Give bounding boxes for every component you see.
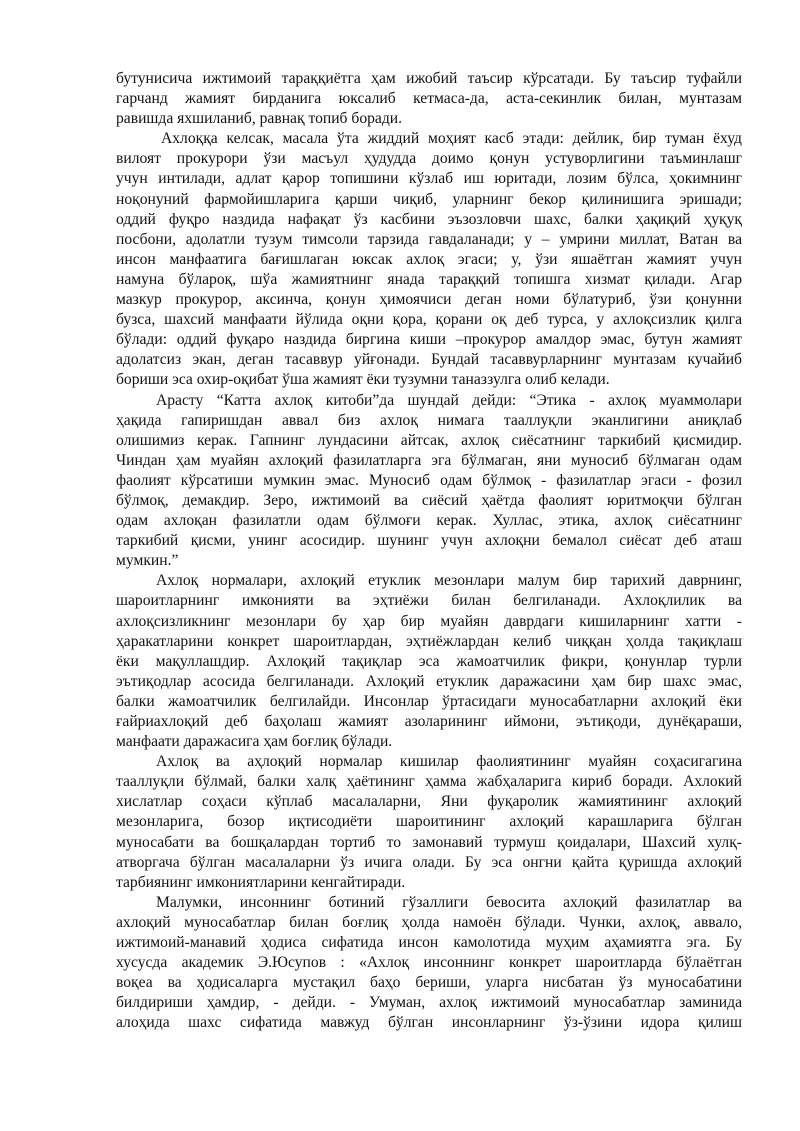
text-line: бўлади: оддий фуқаро наздида биргина киши –прокурор амалдор эмас, бутун жамият: [116, 331, 742, 349]
text-line: Ахлоқ ва аҳлоқий нормалар кишилар фаолиятининг муайян соҳасигагина: [156, 753, 742, 771]
text-line: гарчанд жамият бирданига юксалиб кетмаса-да, аста-секинлик билан, мунтазам: [116, 90, 742, 108]
document-body: [116, 69, 742, 1034]
paragraph: [116, 129, 742, 390]
text-line: тааллуқли бўлмай, балки халқ ҳаётининг ҳамма жабҳаларига кириб боради. Ахлокий: [116, 773, 742, 791]
text-line: олишимиз керак. Гапнинг лундасини айтсак, ахлоқ сиёсатнинг таркибий қисмидир.: [116, 431, 742, 449]
text-line: шароитларнинг имконияти ва эҳтиёжи билан белгиланади. Ахлоқлилик ва: [116, 592, 742, 610]
paragraph: [116, 893, 742, 1034]
text-line: адолатсиз экан, деган тасаввур уйғонади. Бундай тасаввурларнинг мунтазам кучайиб: [116, 351, 742, 369]
text-line: Малумки, инсоннинг ботиний гўзаллиги бевосита ахлоқий фазилатлар ва: [156, 893, 742, 911]
text-line: фаолият кўрсатиши мумкин эмас. Муносиб одам бўлмоқ - фазилатлар эгаси - фозил: [116, 471, 742, 489]
text-line: намуна бўлароқ, шўа жамиятнинг янада тараққий топишга хизмат қилади. Агар: [116, 270, 742, 288]
text-line: бориши эса охир-оқибат ўша жамият ёки тузумни таназзулга олиб келади.: [116, 371, 610, 389]
text-line: ёки мақуллашдир. Ахлоқий тақиқлар эса жамоатчилик фикри, қонунлар турли: [116, 652, 742, 670]
text-line: алоҳида шахс сифатида мавжуд бўлган инсонларнинг ўз-ўзини идора қилиш: [116, 1014, 742, 1032]
text-line: ахлоқий муносабатлар билан боғлиқ ҳолда намоён бўлади. Чунки, ахлоқ, аввало,: [116, 913, 742, 931]
text-line: одам ахлоқан фазилатли одам бўлмоғи керак. Хуллас, этика, ахлоқ сиёсатнинг: [116, 512, 742, 530]
text-line: бутунисича ижтимоий тараққиётга ҳам ижобий таъсир кўрсатади. Бу таъсир туфайли: [116, 70, 742, 87]
text-line: ҳаракатларини конкрет шароитлардан, эҳтиёжлардан келиб чиққан ҳолда тақиқлаш: [116, 632, 742, 650]
text-line: воқеа ва ҳодисаларга мустақил баҳо бериши, уларга нисбатан ўз муносабатини: [116, 974, 742, 992]
text-line: мазкур прокурор, аксинча, қонун ҳимоячиси деган номи бўлатуриб, ўзи қонунни: [116, 291, 742, 309]
paragraph: [116, 391, 742, 572]
text-line: хислатлар соҳаси кўплаб масалаларни, Яни фуқаролик жамиятининг ахлоқий: [116, 793, 742, 811]
text-line: муносабати ва бошқалардан тортиб то замонавий турмуш қоидалари, Шахсий хулқ-: [116, 833, 742, 851]
text-line: учун интилади, адлат қарор топишини кўзлаб иш юритади, лозим бўлса, ҳокимнинг: [116, 170, 742, 188]
text-line: Ахлоқ нормалари, ахлоқий етуклик мезонлари малум бир тарихий даврнинг,: [156, 572, 742, 590]
text-line: оддий фуқро наздида нафақат ўз касбини эъзозловчи шахс, балки ҳақиқий ҳуқуқ: [116, 210, 742, 228]
text-line: мезонларига, бозор иқтисодиёти шароитининг ахлоқий карашларига бўлган: [116, 813, 742, 831]
text-line: хусусда академик Э.Юсупов : «Ахлоқ инсоннинг конкрет шароитларда бўлаётган: [116, 954, 742, 972]
text-line: ахлоқсизликнинг мезонлари бу ҳар бир муайян даврдаги кишиларнинг хатти -: [116, 612, 742, 630]
paragraph: [116, 752, 742, 893]
document-page: [116, 69, 742, 1034]
text-line: мумкин.”: [116, 552, 179, 570]
text-line: Арасту “Катта ахлоқ китоби”да шундай дейди: “Этика - ахлоқ муаммолари: [156, 391, 742, 409]
text-line: бузса, шахсий манфаати йўлида оқни қора, қорани оқ деб турса, у ахлоқсизлик қилга: [116, 311, 742, 329]
text-line: вилоят прокурори ўзи масъул ҳудудда доимо қонун устуворлигини таъминлашг: [116, 150, 742, 168]
text-line: таркибий қисми, унинг асосидир. шунинг учун ахлоқни бемалол сиёсат деб аташ: [116, 532, 742, 550]
text-line: посбони, адолатли тузум тимсоли тарзида гавдаланади; у – умрини миллат, Ватан ва: [116, 230, 742, 248]
text-line: атворгача бўлган масалаларни ўз ичига олади. Бу эса онгни қайта қуришда ахлоқий: [116, 853, 742, 871]
text-line: Чиндан ҳам муайян ахлоқий фазилатларга эга бўлмаган, яни муносиб бўлмаган одам: [116, 451, 742, 469]
text-line: эътиқодлар асосида белгиланади. Ахлоқий етуклик даражасини ҳам бир шахс эмас,: [116, 672, 742, 690]
text-line: инсон манфаатига бағишлаган юксак ахлоқ эгаси; у, ўзи яшаётган жамият учун: [116, 250, 742, 268]
paragraph: [116, 571, 742, 752]
text-line: манфаати даражасига ҳам боғлиқ бўлади.: [116, 733, 393, 751]
text-line: билдириши ҳамдир, - дейди. - Умуман, ахлоқ ижтимоий муносабатлар заминида: [116, 994, 742, 1012]
text-line: ғайриахлоқий деб баҳолаш жамият азоларининг иймони, эътиқоди, дунёқараши,: [116, 713, 742, 730]
text-line: балки жамоатчилик белгилайди. Инсонлар ўртасидаги муносабатларни ахлоқий ёки: [116, 692, 742, 710]
text-line: равишда яхшиланиб, равнақ топиб боради.: [116, 110, 403, 128]
text-line: ижтимоий-манавий ҳодиса сифатида инсон камолотида муҳим аҳамиятга эга. Бу: [116, 934, 742, 952]
paragraph: [116, 69, 742, 129]
text-line: ҳақида гапиришдан аввал биз ахлоқ нимага тааллуқли эканлигини аниқлаб: [116, 411, 742, 429]
text-line: Ахлоққа келсак, масала ўта жиддий моҳият касб этади: дейлик, бир туман ёхуд: [161, 130, 742, 148]
text-line: бўлмоқ, демакдир. Зеро, ижтимоий ва сиёсий ҳаётда фаолият юритмоқчи бўлган: [116, 491, 742, 509]
text-line: ноқонуний фармойишларига қарши чиқиб, уларнинг бекор қилинишига эришади;: [116, 190, 742, 208]
text-line: тарбиянинг имкониятларини кенгайтиради.: [116, 873, 406, 891]
